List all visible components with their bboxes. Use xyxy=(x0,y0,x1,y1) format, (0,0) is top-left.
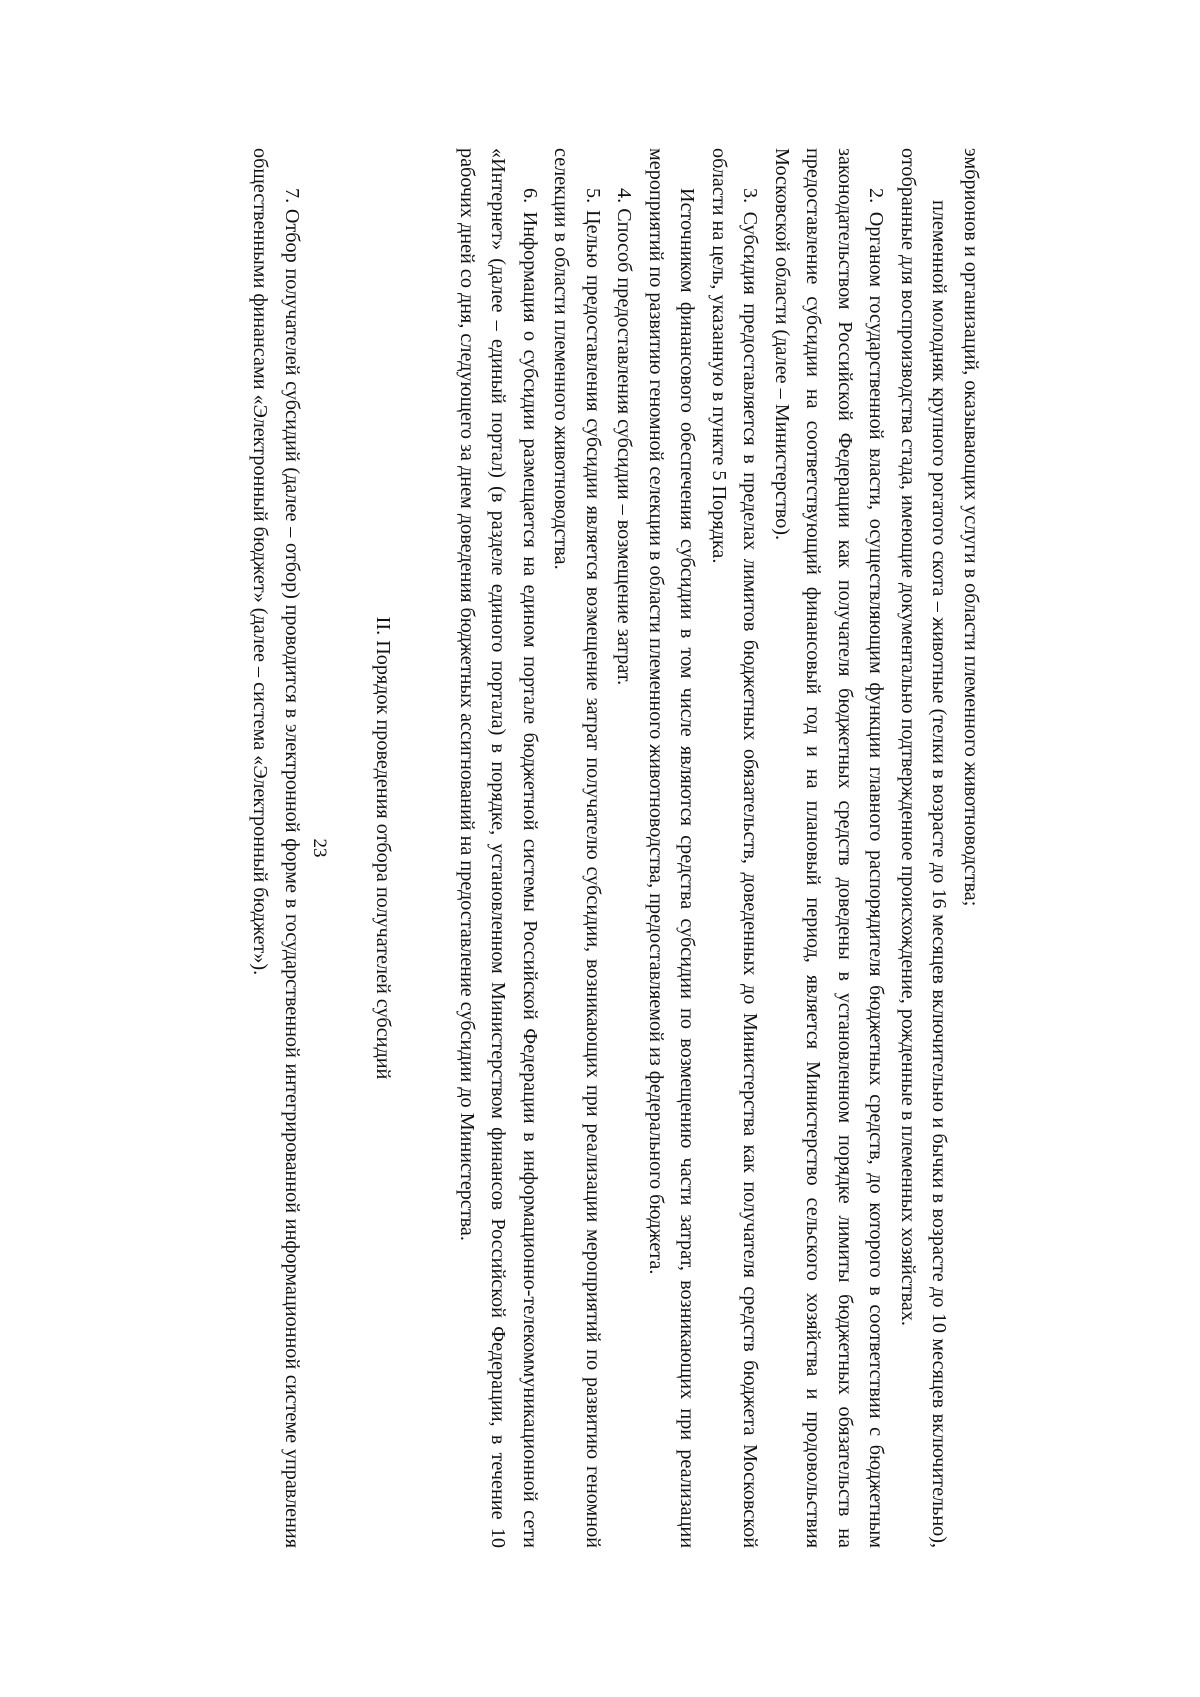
document-body xyxy=(244,148,986,1548)
paragraph-item-6: 6. Информация о субсидии размещается на едином портале бюджетной системы Российской Федерации в информационно-телекоммуникационной сети «Интернет» (далее – единый портал) (в разделе единого портала) в порядке, установленном Министерством финансов Российской Федерации, в течение 10 рабочих дней со дня, следующего за днем доведения бюджетных ассигнований на предоставление субсидии до Министерства. xyxy=(456,148,541,1548)
paragraph-item-4: 4. Способ предоставления субсидии – возмещение затрат. xyxy=(613,188,636,686)
paragraph-item-5: 5. Целью предоставления субсидии является возмещение затрат получателю субсидии, возникающих при реализации мероприятий по развитию геномной селекции в области племенного животноводства. xyxy=(550,148,604,1548)
rotated-page-content xyxy=(220,148,980,1548)
section-heading: II. Порядок проведения отбора получателей субсидий xyxy=(372,616,395,1080)
paragraph-definition-young-cattle: племенной молодняк крупного рогатого скота – животные (телки в возрасте до 16 месяцев включительно и бычки в возрасте до 10 месяцев включительно), отобранные для воспроизводства стада, имеющие документально подтвержденное происхождение, рожденные в племенных хозяйствах. xyxy=(897,148,951,1548)
paragraph-funding-source: Источником финансового обеспечения субсидии в том числе являются средства субсидии по возмещению части затрат, возникающих при реализации мероприятий по развитию геномной селекции в области племенного животноводства, предоставляемой из федерального бюджета. xyxy=(645,148,699,1548)
paragraph-item-7: 7. Отбор получателей субсидий (далее – отбор) проводится в электронной форме в государственной интегрированной информационной системе управления общественными финансами «Электронный бюджет» (далее – система «Электронный бюджет»). xyxy=(249,148,303,1548)
paragraph-continuation: эмбрионов и организаций, оказывающих услуги в области племенного животноводства; xyxy=(960,148,982,907)
page-number: 23 xyxy=(309,838,330,858)
paragraph-item-2: 2. Органом государственной власти, осуществляющим функции главного распорядителя бюджетных средств, до которого в соответствии с бюджетным законодательством Российской Федерации как получателя бюджетных средств доведены в установленном порядке лимиты бюджетных обязательств на предоставление субсидии на соответствующий финансовый год и на плановый период, является Министерство сельского хозяйства и продовольствия Московской области (далее – Министерство). xyxy=(771,148,888,1548)
paragraph-item-3: 3. Субсидия предоставляется в пределах лимитов бюджетных обязательств, доведенных до Министерства как получателя средств бюджета Московской области на цель, указанную в пункте 5 Порядка. xyxy=(708,148,762,1548)
